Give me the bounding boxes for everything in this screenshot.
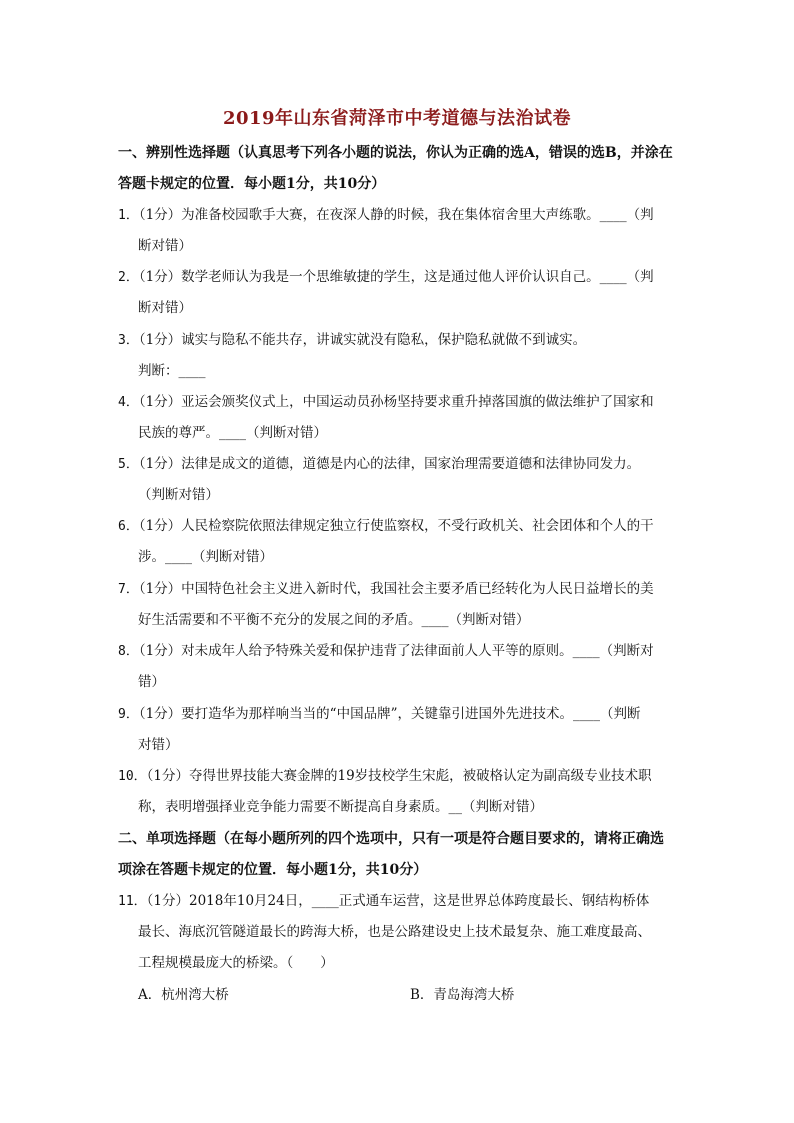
question-text-cont: （判断对错） [138, 487, 219, 503]
question-text: （1分）对未成年人给予特殊关爱和保护违背了法律面前人人平等的原则。____（判断对 [138, 643, 654, 659]
question-text: （1分）夺得世界技能大赛金牌的19岁技校学生宋彪，被破格认定为副高级专业技术职 [146, 768, 652, 784]
question-4 [118, 387, 678, 449]
question-text: （1分）2018年10月24日，____正式通车运营，这是世界总体跨度最长、钢结构桥体 [146, 893, 650, 909]
question-text: （1分）法律是成文的道德，道德是内心的法律，国家治理需要道德和法律协同发力。 [138, 456, 641, 472]
question-text: （1分）人民检察院依照法律规定独立行使监察权，不受行政机关、社会团体和个人的干 [138, 518, 654, 534]
question-number: 7． [118, 582, 139, 597]
question-number: 11． [118, 894, 147, 909]
question-number: 8． [118, 644, 139, 659]
question-text: （1分）要打造华为那样响当当的“中国品牌”，关键靠引进国外先进技术。____（判断 [138, 706, 641, 722]
question-text-cont: 工程规模最庞大的桥梁。（ ） [138, 955, 334, 971]
section-2-line-1: 二、单项选择题（在每小题所列的四个选项中，只有一项是符合题目要求的，请将正确选 [118, 831, 664, 847]
question-number: 1． [118, 208, 139, 223]
question-text: （1分）为准备校园歌手大赛，在夜深人静的时候，我在集体宿舍里大声练歌。____（判 [138, 207, 654, 223]
question-number: 10． [118, 769, 147, 784]
question-text-cont: 好生活需要和不平衡不充分的发展之间的矛盾。____（判断对错） [138, 612, 530, 628]
question-10 [118, 761, 678, 823]
question-number: 3． [118, 333, 139, 348]
question-9 [118, 699, 678, 761]
question-1 [118, 200, 678, 262]
section-1-line-2: 答题卡规定的位置．每小题1分，共10分） [118, 176, 386, 192]
question-text: （1分）数学老师认为我是一个思维敏捷的学生，这是通过他人评价认识自己。____（判 [138, 269, 654, 285]
question-7 [118, 574, 678, 636]
option-a: A．杭州湾大桥 [138, 987, 229, 1003]
question-11 [118, 886, 678, 979]
question-text-cont: 对错） [138, 737, 179, 753]
question-text-cont: 民族的尊严。____（判断对错） [138, 425, 327, 441]
question-text-cont: 错） [138, 674, 165, 690]
question-8 [118, 636, 678, 698]
question-number: 5． [118, 457, 139, 472]
question-text-cont: 涉。____（判断对错） [138, 549, 273, 565]
question-number: 9． [118, 707, 139, 722]
question-number: 2． [118, 270, 139, 285]
question-2 [118, 262, 678, 324]
question-number: 6． [118, 519, 139, 534]
section-1-line-1: 一、辨别性选择题（认真思考下列各小题的说法，你认为正确的选A，错误的选B，并涂在 [118, 145, 673, 161]
question-text-cont: 称，表明增强择业竞争能力需要不断提高自身素质。__（判断对错） [138, 799, 543, 815]
section-2-line-2: 项涂在答题卡规定的位置．每小题1分，共10分） [118, 862, 428, 878]
question-text: （1分）亚运会颁奖仪式上，中国运动员孙杨坚持要求重升掉落国旗的做法维护了国家和 [138, 394, 654, 410]
page-title: 2019年山东省菏泽市中考道德与法治试卷 [222, 108, 572, 129]
option-b: B．青岛海湾大桥 [410, 987, 515, 1003]
question-text: （1分）诚实与隐私不能共存，讲诚实就没有隐私，保护隐私就做不到诚实。 [138, 332, 587, 348]
section-1-heading [118, 138, 678, 200]
question-text-cont: 断对错） [138, 238, 192, 254]
question-5 [118, 449, 678, 511]
question-3 [118, 325, 678, 387]
question-text-cont: 断对错） [138, 300, 192, 316]
question-text-cont: 判断：____ [138, 363, 206, 379]
question-text: （1分）中国特色社会主义进入新时代，我国社会主要矛盾已经转化为人民日益增长的美 [138, 581, 654, 597]
section-2-heading [118, 824, 678, 886]
question-6 [118, 511, 678, 573]
question-text-cont: 最长、海底沉管隧道最长的跨海大桥，也是公路建设史上技术最复杂、施工难度最高、 [138, 924, 651, 940]
question-number: 4． [118, 395, 139, 410]
